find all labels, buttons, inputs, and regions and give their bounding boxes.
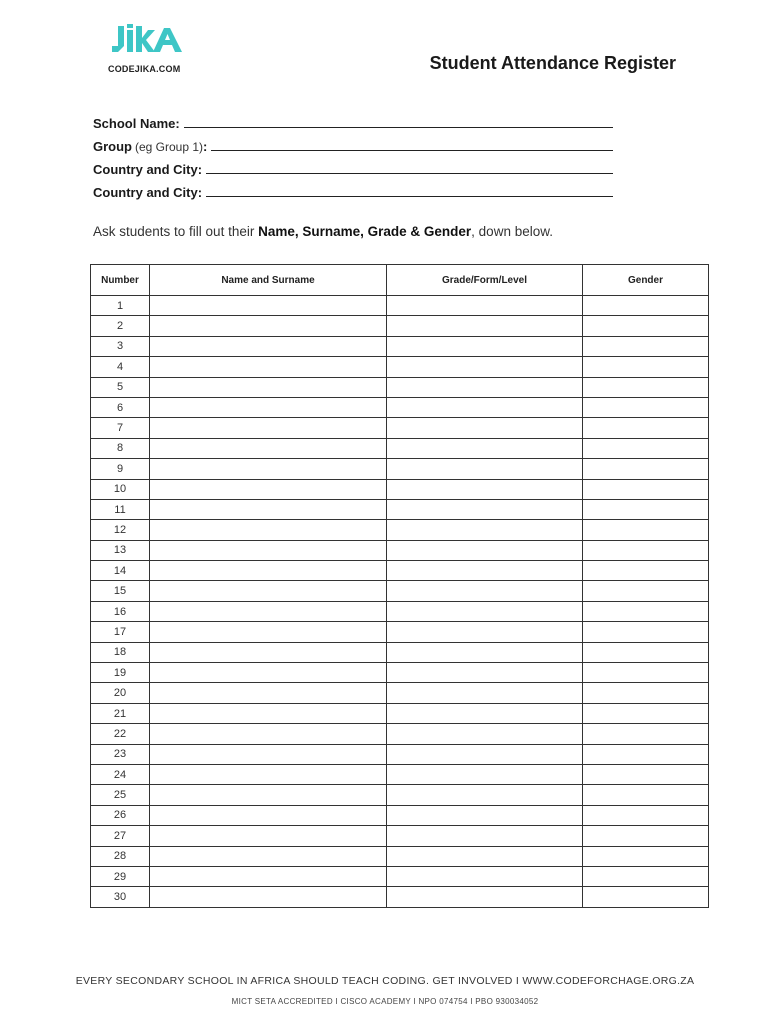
footer-accreditation: MICT SETA ACCREDITED I CISCO ACADEMY I NPO 074754 I PBO 930034052 [231, 997, 539, 1006]
row-number: 17 [91, 622, 150, 642]
row-number: 30 [91, 887, 150, 907]
grade-cell[interactable] [387, 764, 583, 784]
table-row [91, 887, 709, 907]
gender-cell[interactable] [583, 866, 709, 886]
header-gender: Gender [583, 265, 709, 296]
gender-cell[interactable] [583, 887, 709, 907]
name-cell[interactable] [150, 316, 387, 336]
table-row [91, 397, 709, 417]
field-line[interactable] [211, 149, 613, 151]
name-cell[interactable] [150, 520, 387, 540]
field-line[interactable] [206, 195, 613, 197]
gender-cell[interactable] [583, 397, 709, 417]
gender-cell[interactable] [583, 336, 709, 356]
gender-cell[interactable] [583, 479, 709, 499]
row-number: 11 [91, 499, 150, 519]
grade-cell[interactable] [387, 826, 583, 846]
row-number: 3 [91, 336, 150, 356]
instruction-before: Ask students to fill out their [93, 224, 259, 239]
school-name-field[interactable] [93, 108, 613, 131]
row-number: 2 [91, 316, 150, 336]
table-row [91, 377, 709, 397]
table-row [91, 744, 709, 764]
grade-cell[interactable] [387, 846, 583, 866]
grade-cell[interactable] [387, 887, 583, 907]
grade-cell[interactable] [387, 663, 583, 683]
grade-cell[interactable] [387, 296, 583, 316]
row-number: 27 [91, 826, 150, 846]
codejika-logo-mark-icon [108, 24, 188, 58]
grade-cell[interactable] [387, 540, 583, 560]
row-number: 25 [91, 785, 150, 805]
grade-cell[interactable] [387, 581, 583, 601]
name-cell[interactable] [150, 846, 387, 866]
gender-cell[interactable] [583, 459, 709, 479]
row-number: 10 [91, 479, 150, 499]
name-cell[interactable] [150, 357, 387, 377]
field-line[interactable] [206, 172, 613, 174]
country-city-field-2[interactable] [93, 177, 613, 200]
name-cell[interactable] [150, 805, 387, 825]
row-number: 14 [91, 561, 150, 581]
name-cell[interactable] [150, 418, 387, 438]
gender-cell[interactable] [583, 764, 709, 784]
gender-cell[interactable] [583, 785, 709, 805]
table-row [91, 561, 709, 581]
gender-cell[interactable] [583, 622, 709, 642]
field-suffix: : [203, 139, 208, 154]
instruction-after: , down below. [471, 224, 553, 239]
grade-cell[interactable] [387, 683, 583, 703]
name-cell[interactable] [150, 377, 387, 397]
attendance-table [90, 264, 709, 908]
grade-cell[interactable] [387, 520, 583, 540]
name-cell[interactable] [150, 826, 387, 846]
grade-cell[interactable] [387, 703, 583, 723]
instruction-bold: Name, Surname, Grade & Gender [258, 224, 472, 239]
table-row [91, 336, 709, 356]
row-number: 19 [91, 663, 150, 683]
header-grade: Grade/Form/Level [387, 265, 583, 296]
grade-cell[interactable] [387, 438, 583, 458]
row-number: 8 [91, 438, 150, 458]
gender-cell[interactable] [583, 703, 709, 723]
form-fields [93, 108, 613, 200]
table-header-row [91, 265, 709, 296]
table-row [91, 316, 709, 336]
row-number: 21 [91, 703, 150, 723]
page-title: Student Attendance Register [429, 53, 676, 73]
gender-cell[interactable] [583, 744, 709, 764]
row-number: 9 [91, 459, 150, 479]
gender-cell[interactable] [583, 357, 709, 377]
row-number: 28 [91, 846, 150, 866]
table-row [91, 499, 709, 519]
row-number: 20 [91, 683, 150, 703]
name-cell[interactable] [150, 479, 387, 499]
gender-cell[interactable] [583, 581, 709, 601]
table-row [91, 438, 709, 458]
table-row [91, 520, 709, 540]
name-cell[interactable] [150, 438, 387, 458]
name-cell[interactable] [150, 561, 387, 581]
grade-cell[interactable] [387, 642, 583, 662]
table-body [91, 296, 709, 908]
name-cell[interactable] [150, 703, 387, 723]
instruction-text [93, 224, 553, 239]
grade-cell[interactable] [387, 499, 583, 519]
row-number: 22 [91, 724, 150, 744]
row-number: 16 [91, 601, 150, 621]
row-number: 4 [91, 357, 150, 377]
grade-cell[interactable] [387, 418, 583, 438]
logo-text: CODEJIKA.COM [108, 64, 181, 74]
table-row [91, 846, 709, 866]
name-cell[interactable] [150, 866, 387, 886]
row-number: 7 [91, 418, 150, 438]
gender-cell[interactable] [583, 846, 709, 866]
name-cell[interactable] [150, 724, 387, 744]
table-row [91, 805, 709, 825]
gender-cell[interactable] [583, 724, 709, 744]
table-row [91, 581, 709, 601]
field-hint: (eg Group 1) [135, 140, 204, 154]
name-cell[interactable] [150, 887, 387, 907]
grade-cell[interactable] [387, 336, 583, 356]
gender-cell[interactable] [583, 805, 709, 825]
name-cell[interactable] [150, 642, 387, 662]
table-row [91, 296, 709, 316]
row-number: 23 [91, 744, 150, 764]
table-row [91, 459, 709, 479]
header-number: Number [91, 265, 150, 296]
grade-cell[interactable] [387, 724, 583, 744]
name-cell[interactable] [150, 397, 387, 417]
group-field[interactable] [93, 131, 613, 154]
table-row [91, 418, 709, 438]
table-row [91, 683, 709, 703]
table-row [91, 622, 709, 642]
table-row [91, 642, 709, 662]
field-label: Group [93, 139, 132, 154]
field-label: Country and City: [93, 185, 203, 200]
grade-cell[interactable] [387, 459, 583, 479]
footer-tagline: EVERY SECONDARY SCHOOL IN AFRICA SHOULD TEACH CODING. GET INVOLVED I WWW.CODEFORCHAGE.ORG.ZA [75, 975, 695, 987]
header-name-surname: Name and Surname [150, 265, 387, 296]
row-number: 18 [91, 642, 150, 662]
gender-cell[interactable] [583, 642, 709, 662]
gender-cell[interactable] [583, 377, 709, 397]
name-cell[interactable] [150, 459, 387, 479]
row-number: 29 [91, 866, 150, 886]
grade-cell[interactable] [387, 744, 583, 764]
name-cell[interactable] [150, 581, 387, 601]
name-cell[interactable] [150, 663, 387, 683]
gender-cell[interactable] [583, 683, 709, 703]
table-row [91, 357, 709, 377]
table-row [91, 703, 709, 723]
table-row [91, 663, 709, 683]
grade-cell[interactable] [387, 316, 583, 336]
grade-cell[interactable] [387, 622, 583, 642]
field-label: School Name: [93, 116, 180, 131]
grade-cell[interactable] [387, 479, 583, 499]
grade-cell[interactable] [387, 397, 583, 417]
row-number: 6 [91, 397, 150, 417]
table-row [91, 479, 709, 499]
table-row [91, 540, 709, 560]
field-line[interactable] [184, 126, 613, 128]
grade-cell[interactable] [387, 866, 583, 886]
row-number: 26 [91, 805, 150, 825]
gender-cell[interactable] [583, 418, 709, 438]
gender-cell[interactable] [583, 826, 709, 846]
row-number: 12 [91, 520, 150, 540]
name-cell[interactable] [150, 622, 387, 642]
gender-cell[interactable] [583, 540, 709, 560]
name-cell[interactable] [150, 744, 387, 764]
gender-cell[interactable] [583, 561, 709, 581]
table-row [91, 764, 709, 784]
name-cell[interactable] [150, 499, 387, 519]
field-label: Country and City: [93, 162, 203, 177]
grade-cell[interactable] [387, 785, 583, 805]
row-number: 24 [91, 764, 150, 784]
name-cell[interactable] [150, 785, 387, 805]
table-row [91, 866, 709, 886]
table-row [91, 601, 709, 621]
grade-cell[interactable] [387, 561, 583, 581]
table-row [91, 724, 709, 744]
row-number: 5 [91, 377, 150, 397]
codejika-logo [108, 24, 188, 76]
table-row [91, 785, 709, 805]
grade-cell[interactable] [387, 601, 583, 621]
country-city-field[interactable] [93, 154, 613, 177]
grade-cell[interactable] [387, 805, 583, 825]
grade-cell[interactable] [387, 377, 583, 397]
row-number: 1 [91, 296, 150, 316]
name-cell[interactable] [150, 540, 387, 560]
gender-cell[interactable] [583, 499, 709, 519]
name-cell[interactable] [150, 683, 387, 703]
name-cell[interactable] [150, 601, 387, 621]
name-cell[interactable] [150, 296, 387, 316]
grade-cell[interactable] [387, 357, 583, 377]
gender-cell[interactable] [583, 438, 709, 458]
gender-cell[interactable] [583, 520, 709, 540]
row-number: 13 [91, 540, 150, 560]
gender-cell[interactable] [583, 663, 709, 683]
gender-cell[interactable] [583, 316, 709, 336]
name-cell[interactable] [150, 764, 387, 784]
row-number: 15 [91, 581, 150, 601]
table-row [91, 826, 709, 846]
gender-cell[interactable] [583, 601, 709, 621]
name-cell[interactable] [150, 336, 387, 356]
gender-cell[interactable] [583, 296, 709, 316]
